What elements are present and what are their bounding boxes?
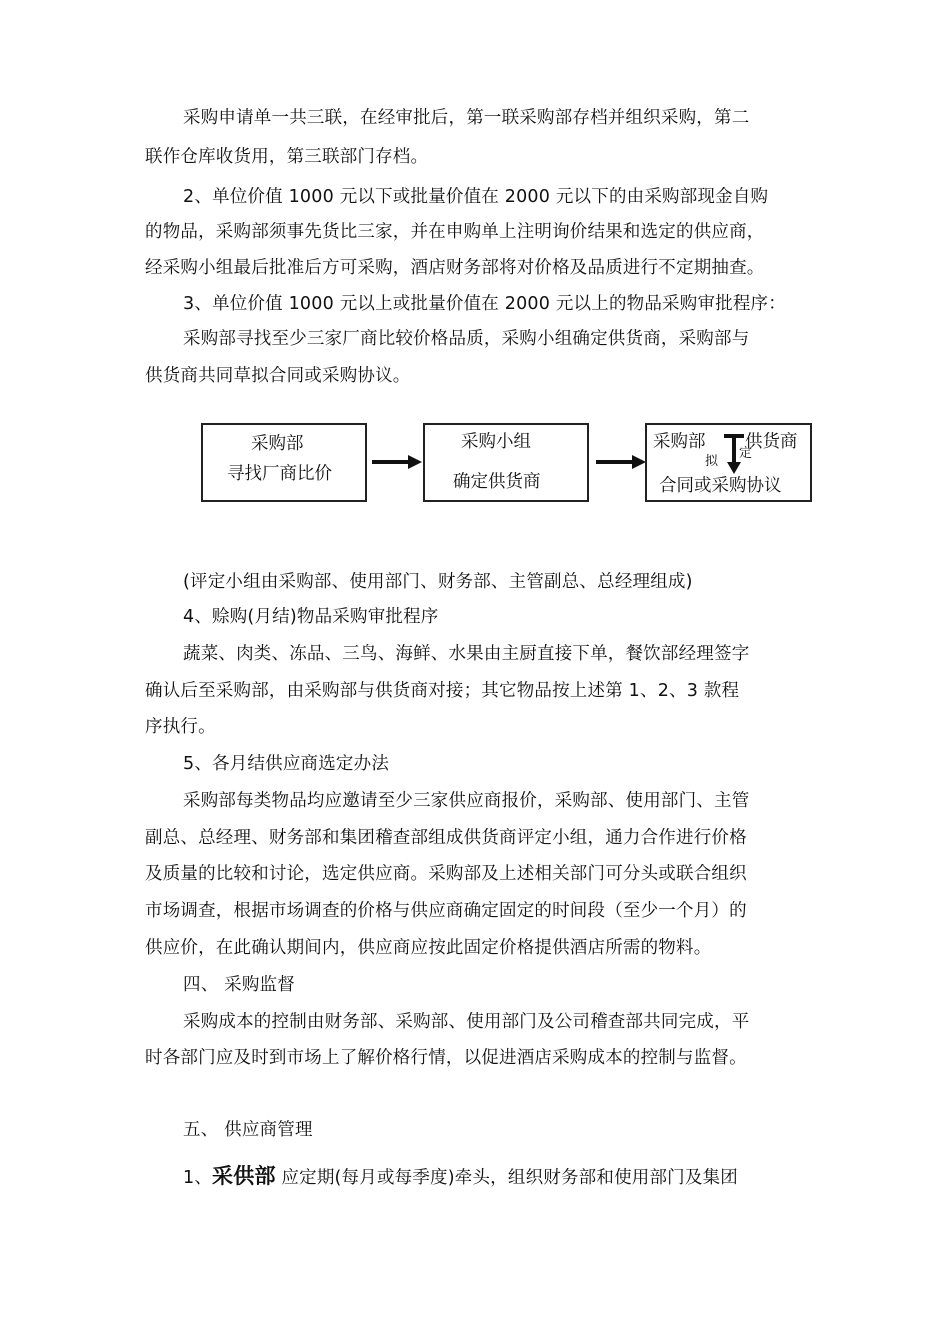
paragraph-line: 采购成本的控制由财务部、采购部、使用部门及公司稽查部共同完成，平 (183, 1012, 750, 1032)
item-text: 应定期(每月或每季度)牵头，组织财务部和使用部门及集团 (275, 1168, 738, 1188)
paragraph-line: 的物品，采购部须事先货比三家，并在申购单上注明询价结果和选定的供应商， (145, 222, 765, 242)
flow-box-label: 寻找厂商比价 (227, 464, 332, 484)
paragraph-line: 供应价，在此确认期间内，供应商应按此固定价格提供酒店所需的物料。 (145, 938, 712, 958)
paragraph-line: 市场调查，根据市场调查的价格与供应商确定固定的时间段（至少一个月）的 (145, 901, 747, 921)
paragraph-line: 采购部寻找至少三家厂商比较价格品质，采购小组确定供货商，采购部与 (183, 329, 750, 349)
flow-box-small-label: 拟 (705, 454, 719, 469)
paragraph-line: 蔬菜、肉类、冻品、三鸟、海鲜、水果由主厨直接下单，餐饮部经理签字 (183, 644, 750, 664)
paragraph-line: 经采购小组最后批准后方可采购，酒店财务部将对价格及品质进行不定期抽查。 (145, 258, 765, 278)
item-number: 1、 (183, 1168, 213, 1188)
paragraph-line: 副总、总经理、财务部和集团稽查部组成供货商评定小组，通力合作进行价格 (145, 828, 747, 848)
bold-department-name: 采供部 (212, 1164, 276, 1188)
flow-box-contract (645, 423, 812, 502)
flow-box-label: 供货商 (745, 432, 798, 452)
flow-box-label: 采购部 (653, 432, 706, 452)
paragraph-line: 采购部每类物品均应邀请至少三家供应商报价，采购部、使用部门、主管 (183, 791, 750, 811)
flow-box-label: 合同或采购协议 (659, 476, 782, 496)
paragraph-line: 及质量的比较和讨论，选定供应商。采购部及上述相关部门可分头或联合组织 (145, 864, 747, 884)
section-item-title: 5、各月结供应商选定办法 (183, 754, 390, 774)
section-title: 四、 采购监督 (183, 975, 295, 995)
paragraph-line: 供货商共同草拟合同或采购协议。 (145, 366, 411, 386)
flow-box-label: 采购部 (251, 434, 304, 454)
section-item-title: 4、赊购(月结)物品采购审批程序 (183, 607, 439, 627)
flow-box-label: 确定供货商 (453, 472, 541, 492)
paragraph-line: 序执行。 (145, 717, 216, 737)
note-line: (评定小组由采购部、使用部门、财务部、主管副总、总经理组成) (183, 572, 693, 592)
flow-arrow-icon (372, 454, 422, 470)
flow-box-small-label: 定 (739, 446, 753, 461)
flow-arrow-icon (596, 454, 646, 470)
paragraph-line: 3、单位价值 1000 元以上或批量价值在 2000 元以上的物品采购审批程序： (183, 294, 786, 314)
paragraph-line: 采购申请单一共三联，在经审批后，第一联采购部存档并组织采购，第二 (183, 108, 750, 128)
flow-box-committee (423, 423, 589, 502)
flow-box-label: 采购小组 (461, 432, 531, 452)
paragraph-line (183, 1164, 738, 1190)
flow-box-procurement (201, 423, 367, 502)
paragraph-line: 时各部门应及时到市场上了解价格行情，以促进酒店采购成本的控制与监督。 (145, 1048, 747, 1068)
paragraph-line: 确认后至采购部，由采购部与供货商对接；其它物品按上述第 1、2、3 款程 (145, 681, 740, 701)
paragraph-line: 联作仓库收货用，第三联部门存档。 (145, 147, 429, 167)
section-title: 五、 供应商管理 (183, 1120, 313, 1140)
paragraph-line: 2、单位价值 1000 元以下或批量价值在 2000 元以下的由采购部现金自购 (183, 187, 769, 207)
